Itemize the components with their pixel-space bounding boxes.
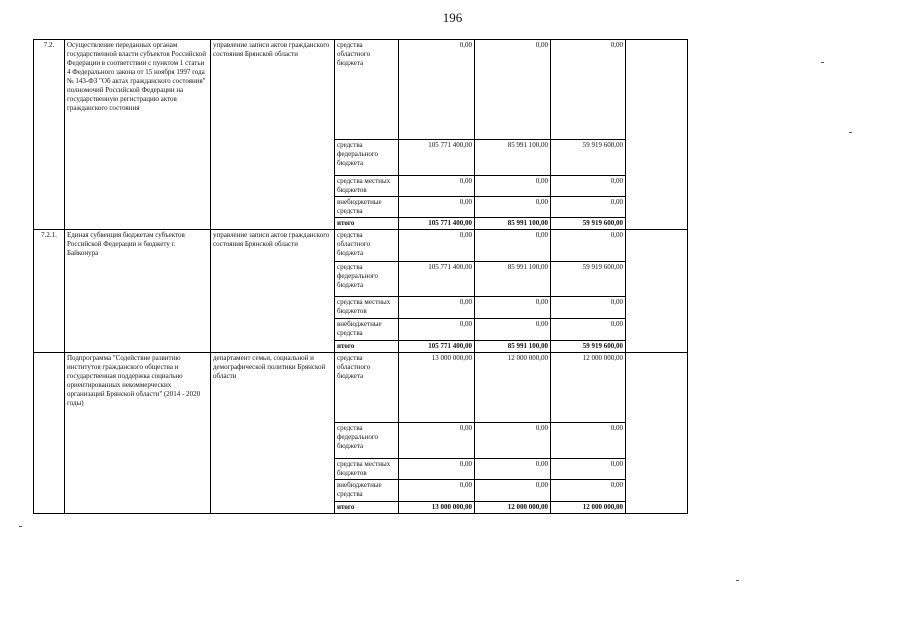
- empty-column-cell: [626, 40, 688, 230]
- funding-source: итого: [335, 341, 399, 353]
- amount-2: 85 991 100,00: [475, 341, 551, 353]
- amount-2: 0,00: [475, 480, 551, 502]
- scan-speck: [19, 526, 22, 527]
- row-index: [34, 353, 65, 514]
- amount-3: 0,00: [551, 197, 626, 218]
- executor: департамент семьи, социальной и демографической политики Брянской области: [211, 353, 335, 514]
- amount-1: 13 000 000,00: [399, 502, 475, 514]
- amount-3: 0,00: [551, 230, 626, 262]
- amount-3: 59 919 600,00: [551, 140, 626, 176]
- amount-3: 0,00: [551, 459, 626, 480]
- amount-1: 105 771 400,00: [399, 341, 475, 353]
- amount-2: 12 000 000,00: [475, 353, 551, 423]
- scan-speck: [849, 132, 852, 133]
- measure-title: Осуществление переданных органам государственной власти субъектов Российской Федерации в соответствии с пунктом 1 статьи 4 Федерального закона от 15 ноября 1997 года № 143-ФЗ "Об актах гражданского состояния" полномочий Российской Федерации на государственную регистрацию актов гражданского состояния: [65, 40, 211, 230]
- amount-2: 0,00: [475, 197, 551, 218]
- scan-speck: [736, 580, 739, 581]
- amount-2: 0,00: [475, 297, 551, 319]
- amount-1: 0,00: [399, 480, 475, 502]
- amount-1: 0,00: [399, 319, 475, 341]
- funding-source: итого: [335, 502, 399, 514]
- funding-source: средства федерального бюджета: [335, 423, 399, 459]
- amount-1: 0,00: [399, 197, 475, 218]
- funding-source: средства местных бюджетов: [335, 297, 399, 319]
- funding-source: средства местных бюджетов: [335, 176, 399, 197]
- measure-title: Подпрограмма "Содействие развитию институтов гражданского общества и государственная поддержка социально ориентированных некоммерческих организаций Брянской области" (2014 - 2020 годы): [65, 353, 211, 514]
- funding-source: внебюджетные средства: [335, 319, 399, 341]
- amount-3: 0,00: [551, 423, 626, 459]
- amount-2: 0,00: [475, 40, 551, 140]
- amount-2: 0,00: [475, 423, 551, 459]
- amount-1: 105 771 400,00: [399, 218, 475, 230]
- funding-source: средства местных бюджетов: [335, 459, 399, 480]
- table-row: [34, 353, 688, 423]
- amount-1: 0,00: [399, 459, 475, 480]
- amount-2: 12 000 000,00: [475, 502, 551, 514]
- amount-3: 0,00: [551, 319, 626, 341]
- table-row: [34, 40, 688, 140]
- amount-1: 0,00: [399, 40, 475, 140]
- amount-2: 0,00: [475, 230, 551, 262]
- funding-source: средства областного бюджета: [335, 40, 399, 140]
- funding-source: средства областного бюджета: [335, 230, 399, 262]
- empty-column-cell: [626, 230, 688, 353]
- amount-3: 0,00: [551, 176, 626, 197]
- executor: управление записи актов гражданского состояния Брянской области: [211, 230, 335, 353]
- executor: управление записи актов гражданского состояния Брянской области: [211, 40, 335, 230]
- funding-source: средства федерального бюджета: [335, 140, 399, 176]
- amount-2: 0,00: [475, 176, 551, 197]
- amount-2: 85 991 100,00: [475, 262, 551, 297]
- amount-3: 0,00: [551, 480, 626, 502]
- amount-3: 0,00: [551, 297, 626, 319]
- amount-2: 85 991 100,00: [475, 218, 551, 230]
- amount-3: 59 919 600,00: [551, 341, 626, 353]
- amount-1: 105 771 400,00: [399, 262, 475, 297]
- amount-2: 0,00: [475, 319, 551, 341]
- amount-1: 0,00: [399, 423, 475, 459]
- funding-source: внебюджетные средства: [335, 197, 399, 218]
- funding-source: итого: [335, 218, 399, 230]
- amount-3: 12 000 000,00: [551, 502, 626, 514]
- funding-source: средства областного бюджета: [335, 353, 399, 423]
- measure-title: Единая субвенция бюджетам субъектов Российской Федерации и бюджету г. Байконура: [65, 230, 211, 353]
- amount-1: 0,00: [399, 176, 475, 197]
- budget-table-body: [34, 40, 688, 514]
- amount-1: 0,00: [399, 230, 475, 262]
- amount-1: 105 771 400,00: [399, 140, 475, 176]
- amount-2: 85 991 100,00: [475, 140, 551, 176]
- row-index: 7.2.: [34, 40, 65, 230]
- funding-source: средства федерального бюджета: [335, 262, 399, 297]
- amount-3: 0,00: [551, 40, 626, 140]
- row-index: 7.2.1.: [34, 230, 65, 353]
- funding-source: внебюджетные средства: [335, 480, 399, 502]
- amount-3: 59 919 600,00: [551, 218, 626, 230]
- page-number: 196: [442, 10, 463, 25]
- amount-1: 0,00: [399, 297, 475, 319]
- scan-speck: [821, 62, 824, 63]
- empty-column-cell: [626, 353, 688, 514]
- amount-2: 0,00: [475, 459, 551, 480]
- amount-3: 12 000 000,00: [551, 353, 626, 423]
- amount-3: 59 919 600,00: [551, 262, 626, 297]
- budget-table: [33, 39, 688, 514]
- amount-1: 13 000 000,00: [399, 353, 475, 423]
- table-row: [34, 230, 688, 262]
